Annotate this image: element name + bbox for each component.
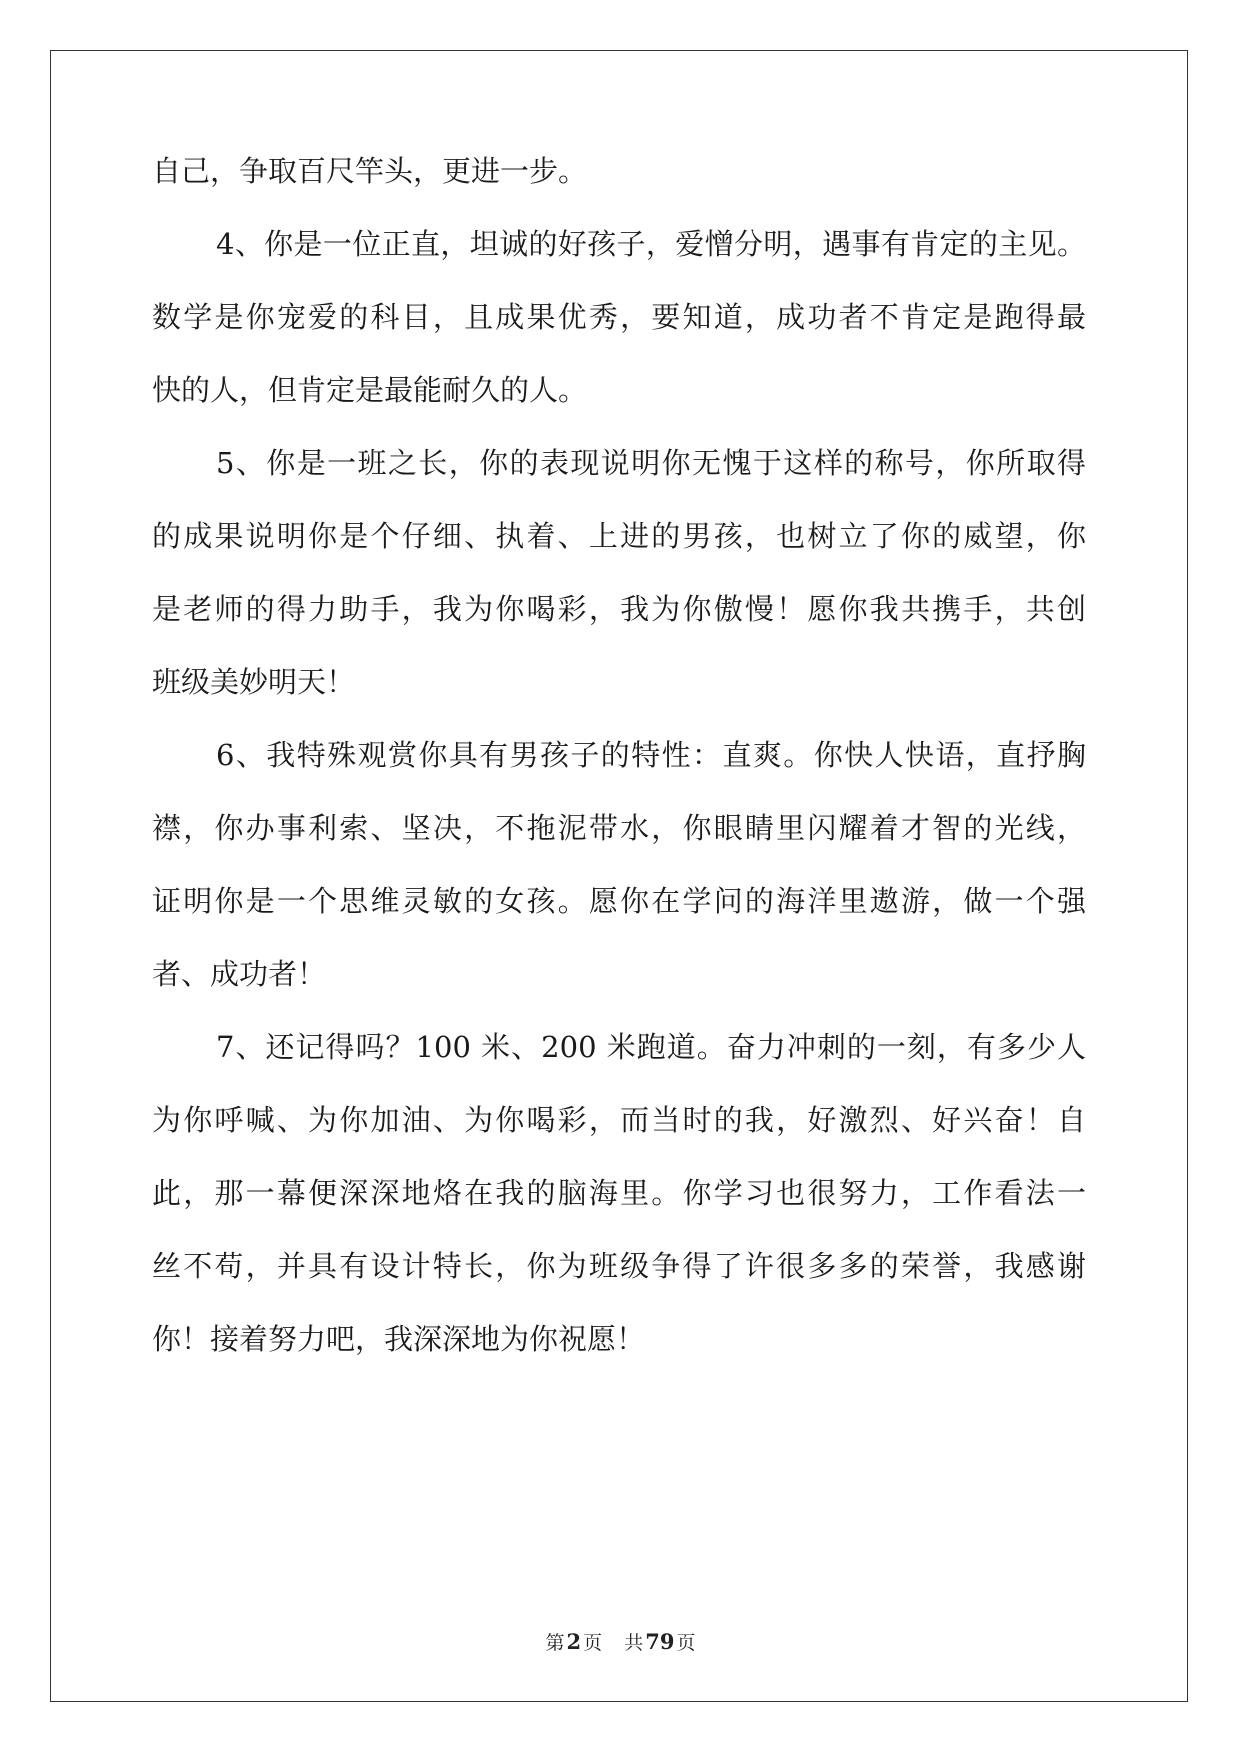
total-suffix: 页 bbox=[676, 1632, 696, 1654]
total-pages-number: 79 bbox=[645, 1629, 675, 1654]
paragraph-line: 证明你是一个思维灵敏的女孩。愿你在学问的海洋里遨游，做一个强 bbox=[152, 884, 1086, 918]
paragraph-line: 快的人，但肯定是最能耐久的人。 bbox=[152, 373, 588, 407]
paragraph-line: 是老师的得力助手，我为你喝彩，我为你傲慢！愿你我共携手，共创 bbox=[152, 592, 1086, 626]
paragraph-line: 自己，争取百尺竿头，更进一步。 bbox=[152, 154, 588, 188]
paragraph-line: 襟，你办事利索、坚决，不拖泥带水，你眼睛里闪耀着才智的光线， bbox=[152, 811, 1086, 845]
paragraph-line: 为你呼喊、为你加油、为你喝彩，而当时的我，好激烈、好兴奋！自 bbox=[152, 1103, 1086, 1137]
paragraph-line: 班级美妙明天！ bbox=[152, 665, 356, 699]
total-prefix: 共 bbox=[624, 1632, 644, 1654]
page-suffix: 页 bbox=[583, 1632, 603, 1654]
paragraph-line: 此，那一幕便深深地烙在我的脑海里。你学习也很努力，工作看法一 bbox=[152, 1176, 1086, 1210]
paragraph-line: 4、你是一位正直，坦诚的好孩子，爱憎分明，遇事有肯定的主见。 bbox=[216, 227, 1086, 261]
paragraph-line: 你！接着努力吧，我深深地为你祝愿！ bbox=[152, 1322, 646, 1356]
paragraph-line: 丝不苟，并具有设计特长，你为班级争得了许很多多的荣誉，我感谢 bbox=[152, 1249, 1086, 1283]
paragraph-line: 数学是你宠爱的科目，且成果优秀，要知道，成功者不肯定是跑得最 bbox=[152, 300, 1086, 334]
paragraph-line: 5、你是一班之长，你的表现说明你无愧于这样的称号，你所取得 bbox=[216, 446, 1086, 480]
paragraph-line: 的成果说明你是个仔细、执着、上进的男孩，也树立了你的威望，你 bbox=[152, 519, 1086, 553]
page-prefix: 第 bbox=[545, 1632, 565, 1654]
current-page-number: 2 bbox=[566, 1629, 582, 1654]
paragraph-line: 7、还记得吗？100 米、200 米跑道。奋力冲刺的一刻，有多少人 bbox=[216, 1030, 1086, 1064]
paragraph-line: 6、我特殊观赏你具有男孩子的特性：直爽。你快人快语，直抒胸 bbox=[216, 738, 1086, 772]
paragraph-line: 者、成功者！ bbox=[152, 957, 327, 991]
page-footer bbox=[0, 1628, 1241, 1656]
